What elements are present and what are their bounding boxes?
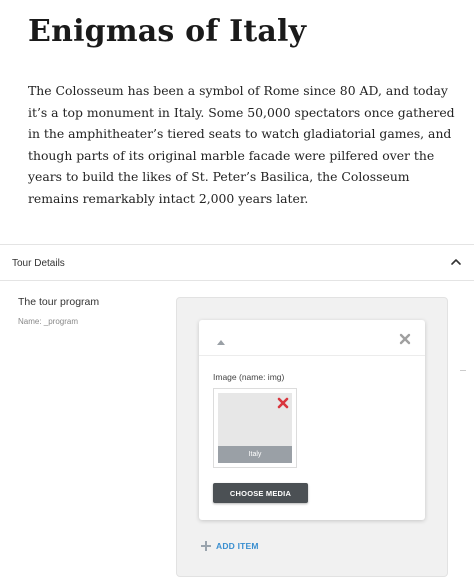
plus-icon xyxy=(201,541,211,551)
add-item-label: ADD ITEM xyxy=(216,541,259,551)
close-icon[interactable] xyxy=(399,332,411,344)
tour-details-section-header[interactable] xyxy=(0,244,474,281)
field-name: Name: _program xyxy=(18,317,79,326)
repeater-item xyxy=(199,320,425,520)
image-field-label: Image (name: img) xyxy=(213,372,285,382)
choose-media-button[interactable]: CHOOSE MEDIA xyxy=(213,483,308,503)
image-caption: Italy xyxy=(218,446,292,463)
red-x-icon[interactable] xyxy=(277,396,289,408)
image-thumbnail xyxy=(218,393,292,463)
field-label: The tour program xyxy=(18,296,100,308)
image-preview[interactable] xyxy=(213,388,297,468)
triangle-up-icon[interactable] xyxy=(215,334,227,344)
chevron-up-icon[interactable] xyxy=(448,254,464,270)
page-title: Enigmas of Italy xyxy=(28,14,307,49)
section-title: Tour Details xyxy=(12,258,65,269)
divider xyxy=(460,370,466,371)
repeater-field xyxy=(176,297,448,577)
intro-paragraph: The Colosseum has been a symbol of Rome since 80 AD, and today it’s a top monument in Italy. Some 50,000 spectators once gathered in the amphitheater’s tiered seats to watch gladiatorial games, and though parts of its original marble facade were pilfered over the years to build the likes of St. Peter’s Basilica, the Colosseum remains remarkably intact 2,000 years later. xyxy=(28,83,455,206)
repeater-item-header xyxy=(199,320,425,356)
add-item-button[interactable] xyxy=(201,541,259,551)
